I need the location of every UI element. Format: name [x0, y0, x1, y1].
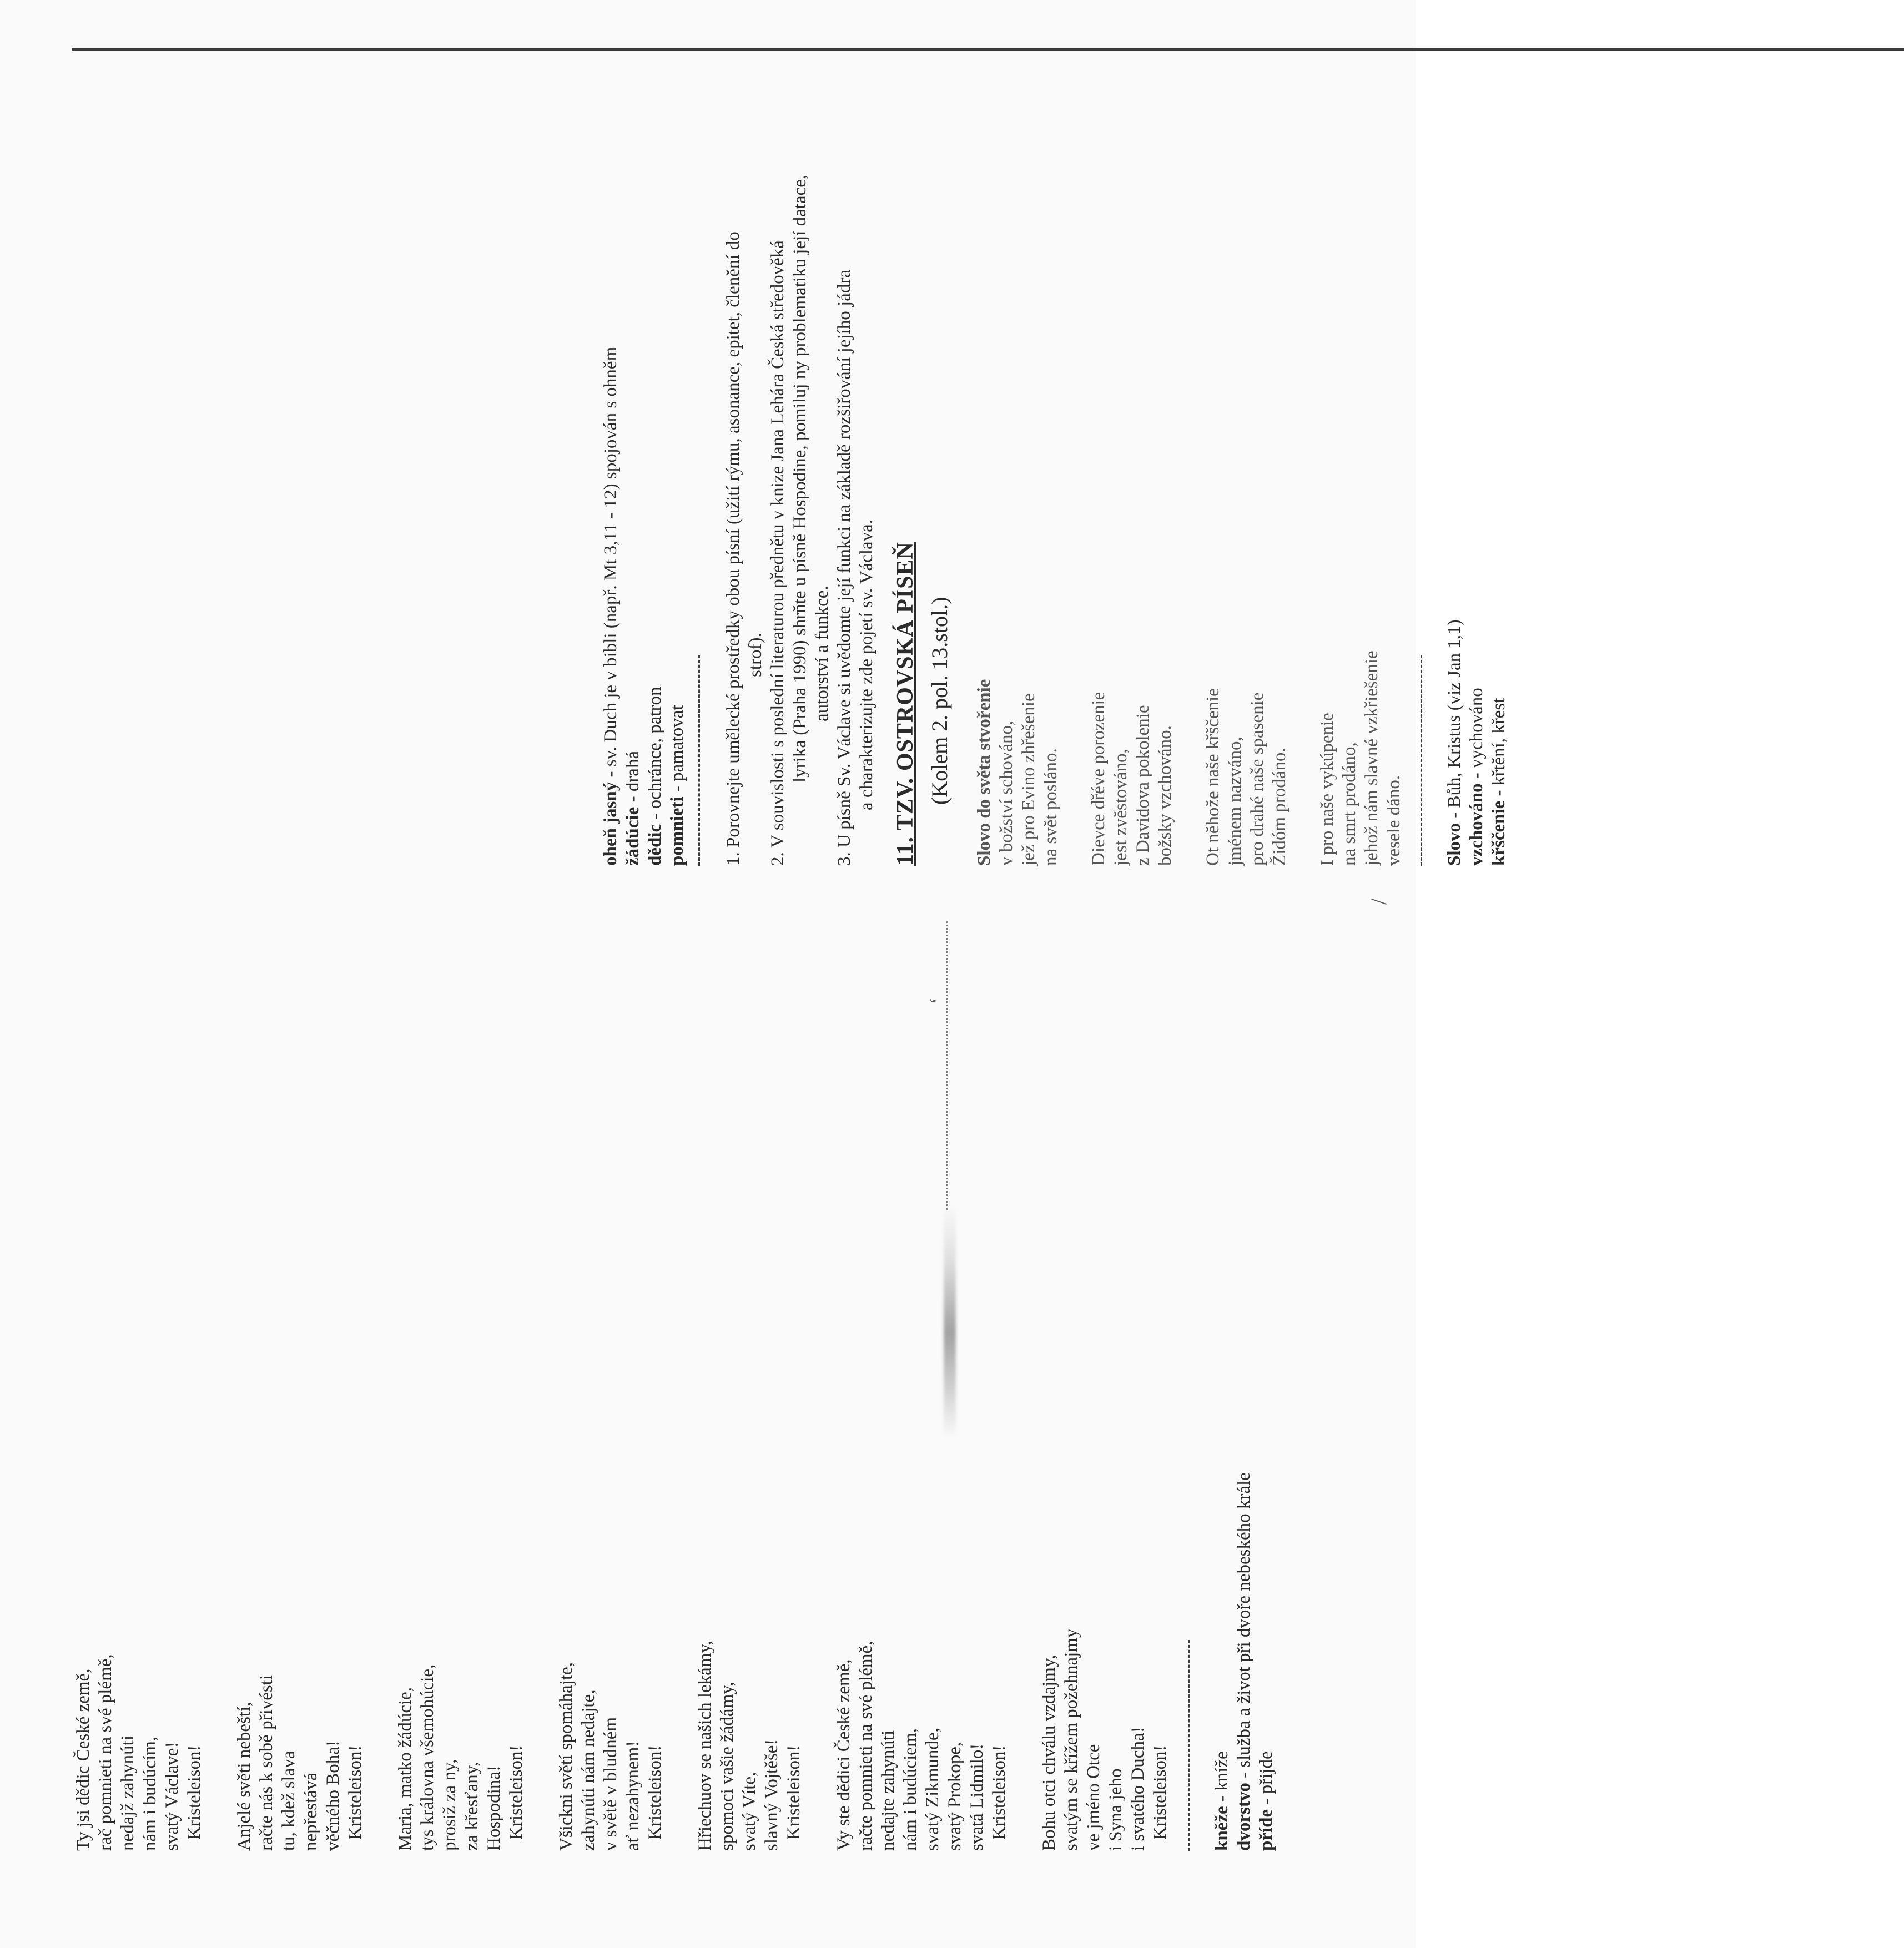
glossary-entry: žádúcie - drahá — [623, 750, 643, 866]
stray-mark: / — [1366, 898, 1391, 905]
verse-line: Hospodina! — [484, 1765, 504, 1851]
verse-line: jež pro Evino zhřešenie — [1019, 693, 1039, 866]
verse-line: ve jméno Otce — [1084, 1744, 1104, 1851]
left-column — [72, 1140, 1276, 1851]
verse-line: Ot něhože naše křščenie — [1203, 688, 1223, 866]
verse-line: račte pomnieti na své plémě, — [856, 1641, 876, 1851]
glossary-right — [600, 33, 688, 866]
glossary-entry: pomnieti - pamatovat — [667, 705, 687, 866]
glossary-entry: křščenie - křtění, křest — [1489, 698, 1509, 866]
song-subtitle: (Kolem 2. pol. 13.stol.) — [927, 597, 952, 805]
verse-line: prosiž za ny, — [440, 1759, 460, 1851]
verse-line: nám i budúcím, — [140, 1736, 160, 1851]
verse-line: rač pomnieti na své plémě, — [95, 1654, 115, 1851]
verse-line: jménem nazváno, — [1225, 736, 1245, 866]
verse-line: Kristeleison! — [506, 1745, 526, 1840]
dashed-separator — [698, 655, 700, 866]
verse-line: račte nás k sobě přivésti — [256, 1674, 276, 1851]
verse-line: Kristeleison! — [345, 1745, 365, 1840]
right-column — [600, 33, 1510, 866]
verse-line: Kristeleison! — [989, 1745, 1009, 1840]
verse-line: vesele dáno. — [1384, 775, 1404, 866]
stanza-2 — [233, 1140, 366, 1851]
verse-line: Kristeleison! — [1150, 1745, 1170, 1840]
question-2: 2. V souvislosti s poslední literaturou přednětu v knize Jana Lehára Česká středověká lyrika (Praha 1990) shrňte u písně Hospodine, pomiluj ny problematiku její datace, autorství a funkce. — [768, 174, 832, 866]
verse-line: na smrt prodáno, — [1339, 742, 1359, 866]
glossary-entry: dědic - ochránce, patron — [645, 687, 665, 866]
verse-line: v božství schováno, — [996, 720, 1016, 866]
song-stanza-4 — [1316, 33, 1405, 866]
verse-line: tu, kdež slava — [279, 1750, 299, 1851]
song-stanza-1 — [973, 33, 1062, 866]
verse-line: tys královna všemohúcie, — [417, 1664, 437, 1851]
question-1: 1. Porovnejte umělecké prostředky obou písní (užití rýmu, asonance, epitet, členění do strof). — [723, 231, 765, 866]
glossary-entry: oheň jasný - sv. Duch je v bibli (např. Mt 3,11 - 12) spojován s ohněm — [601, 346, 621, 866]
stanza-5 — [694, 1140, 805, 1851]
dashed-separator — [1188, 1640, 1190, 1851]
verse-line: ať nezahynem! — [623, 1740, 643, 1851]
glossary-entry: dvorstvo - služba a život při dvoře nebeského krále — [1234, 1472, 1254, 1851]
verse-line: Anjelé světi nebeští, — [234, 1702, 254, 1851]
song-stanza-3 — [1202, 33, 1291, 866]
verse-line: nedajž zahynúti — [118, 1735, 138, 1851]
verse-line: svatý Víte, — [739, 1772, 759, 1851]
verse-line: Kristeleison! — [184, 1745, 204, 1840]
verse-line: Vy ste dědici České země, — [834, 1659, 854, 1851]
verse-line: Židóm prodáno. — [1270, 748, 1290, 866]
verse-line: božsky vzchováno. — [1155, 725, 1175, 866]
verse-line: zahynúti nám nedajte, — [578, 1689, 598, 1851]
verse-line: Slovo do světa stvořenie — [974, 679, 994, 866]
verse-line: svatý Václave! — [162, 1742, 182, 1851]
verse-line: v světě v bludném — [601, 1717, 621, 1851]
verse-line: Kristeleison! — [784, 1745, 804, 1840]
verse-line: svatým se křížem požehnajmy — [1061, 1628, 1081, 1851]
stanza-3 — [394, 1140, 527, 1851]
verse-line: I pro naše vykúpenie — [1317, 713, 1337, 866]
glossary-entry: vzchováno - vychováno — [1467, 688, 1487, 866]
glossary-entry: příde - přijde — [1256, 1751, 1276, 1851]
verse-line: nedajte zahynúti — [878, 1730, 898, 1851]
verse-line: na svět posláno. — [1041, 748, 1061, 866]
verse-line: jehož nám slavné vzkřiešenie — [1362, 650, 1382, 866]
study-questions — [722, 33, 878, 866]
verse-line: spomoci vašie žádámy, — [717, 1682, 737, 1851]
verse-line: i Syna jeho — [1106, 1768, 1126, 1851]
song-glossary — [1443, 33, 1510, 866]
stanza-4 — [555, 1140, 666, 1851]
verse-line: Všickni světí spomáhajte, — [556, 1662, 576, 1851]
stanza-7 — [1038, 1140, 1171, 1851]
stanza-6 — [833, 1140, 1010, 1851]
verse-line: nepřestává — [301, 1772, 321, 1851]
verse-line: pro drahé naše spasenie — [1247, 692, 1267, 866]
verse-line: svatá Lidmilo! — [967, 1743, 987, 1851]
verse-line: Maria, matko žádúcie, — [395, 1687, 415, 1851]
verse-line: i svatého Ducha! — [1128, 1727, 1148, 1851]
verse-line: věčného Boha! — [323, 1740, 343, 1851]
glossary-left — [1211, 1140, 1276, 1851]
verse-line: svatý Prokope, — [945, 1742, 965, 1851]
verse-line: Bohu otci chválu vzdajmy, — [1039, 1654, 1059, 1851]
song-stanza-2 — [1087, 33, 1176, 866]
verse-line: jest zvěstováno, — [1111, 749, 1131, 866]
song-title: 11. TZV. OSTROVSKÁ PÍSEŇ — [893, 542, 918, 866]
stanza-1 — [72, 1140, 205, 1851]
verse-line: slavný Vojtěše! — [762, 1739, 782, 1851]
verse-line: Ty jsi dědic České země, — [73, 1668, 93, 1851]
glossary-entry: kněže - kníže — [1212, 1751, 1232, 1851]
verse-line: nám i budúciem, — [900, 1728, 920, 1851]
verse-line: za křesťany, — [462, 1762, 482, 1851]
stray-mark: ‘ — [925, 997, 950, 1005]
verse-line: Kristeleison! — [645, 1745, 665, 1840]
dashed-separator — [1421, 655, 1422, 866]
ostrovska-song — [894, 33, 1510, 866]
question-3: 3. U písně Sv. Václave si uvědomte její funkci na základě rozšiřování jejího jádra a charakterizujte zde pojetí sv. Václava. — [834, 270, 877, 866]
verse-line: Hřiechuov se našich lekámy, — [695, 1640, 715, 1851]
verse-line: z Davidova pokolenie — [1133, 705, 1153, 866]
glossary-entry: Slovo - Bůh, Kristus (viz Jan 1,1) — [1444, 619, 1464, 866]
verse-line: svatý Zikmunde, — [923, 1728, 943, 1851]
verse-line: Dievce dřéve porozenie — [1089, 692, 1109, 866]
